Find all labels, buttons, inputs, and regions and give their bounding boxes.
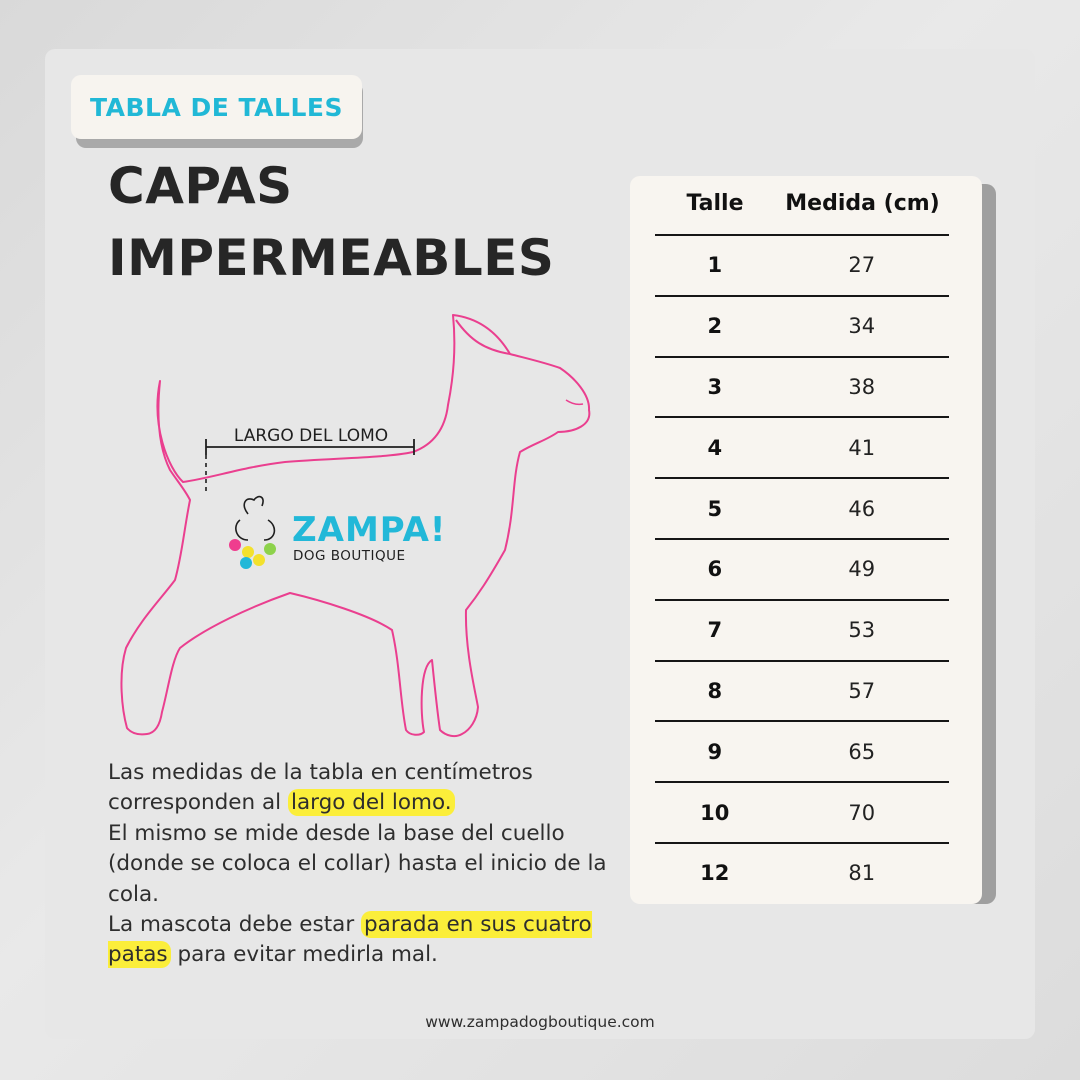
measure-cell: 57 [848, 678, 876, 703]
size-cell: 8 [707, 678, 723, 703]
size-cell: 10 [700, 800, 730, 825]
instruction-paragraph-2: El mismo se mide desde la base del cuello (donde se coloca el collar) hasta el inicio de la cola. [108, 820, 607, 907]
size-cell: 5 [707, 496, 723, 521]
size-cell: 4 [707, 435, 723, 460]
table-row [655, 295, 949, 356]
dog-snout-line [566, 400, 583, 404]
measure-label: LARGO DEL LOMO [233, 426, 389, 446]
measure-cell: 70 [848, 800, 876, 825]
size-cell: 7 [707, 618, 723, 643]
instruction-paragraph-3: La mascota debe estar parada en sus cuatro patas para evitar medirla mal. [108, 912, 592, 968]
highlight-back-length: largo del lomo. [288, 789, 455, 816]
paw-pad-cyan-icon [240, 557, 252, 569]
page-title [108, 150, 554, 294]
table-row [655, 599, 949, 660]
logo-subtitle: DOG BOUTIQUE [293, 548, 406, 564]
measurement-instructions [108, 758, 608, 971]
table-row [655, 660, 949, 721]
logo-bow-icon [236, 497, 275, 540]
size-cell: 2 [707, 314, 723, 339]
title-line-1: CAPAS [108, 157, 293, 215]
title-line-2: IMPERMEABLES [108, 229, 555, 287]
table-row [655, 781, 949, 842]
table-row [655, 234, 949, 295]
measure-cell: 81 [848, 861, 876, 886]
paw-pad-green-icon [264, 543, 276, 555]
size-chart-badge [71, 75, 362, 139]
paw-pad-yellow-2-icon [253, 554, 265, 566]
header-measure: Medida (cm) [785, 191, 940, 216]
instruction-paragraph-1: Las medidas de la tabla en centímetros corresponden al largo del lomo. [108, 760, 533, 816]
measure-cell: 27 [848, 253, 876, 278]
size-cell: 12 [700, 861, 730, 886]
table-row [655, 842, 949, 903]
logo-name: ZAMPA! [292, 510, 447, 550]
measure-cell: 41 [848, 435, 876, 460]
badge-label: TABLA DE TALLES [90, 92, 343, 122]
highlight-four-legs: parada en sus cuatro patas [108, 912, 592, 968]
measure-cell: 49 [848, 557, 876, 582]
measure-cell: 53 [848, 618, 876, 643]
website-url: www.zampadogboutique.com [425, 1013, 655, 1031]
measure-cell: 38 [848, 374, 876, 399]
dog-diagram [110, 300, 600, 745]
size-table-rows [655, 234, 949, 903]
size-cell: 3 [707, 374, 723, 399]
table-row [655, 416, 949, 477]
table-row [655, 720, 949, 781]
table-row [655, 356, 949, 417]
measure-cell: 46 [848, 496, 876, 521]
measure-cell: 34 [848, 314, 876, 339]
paw-pad-pink-icon [229, 539, 241, 551]
size-cell: 1 [707, 253, 723, 278]
size-cell: 9 [707, 739, 723, 764]
table-row [655, 538, 949, 599]
header-size: Talle [686, 191, 744, 216]
table-row [655, 477, 949, 538]
paw-pad-yellow-icon [242, 546, 254, 558]
zampa-logo [229, 497, 446, 569]
size-cell: 6 [707, 557, 723, 582]
measure-cell: 65 [848, 739, 876, 764]
